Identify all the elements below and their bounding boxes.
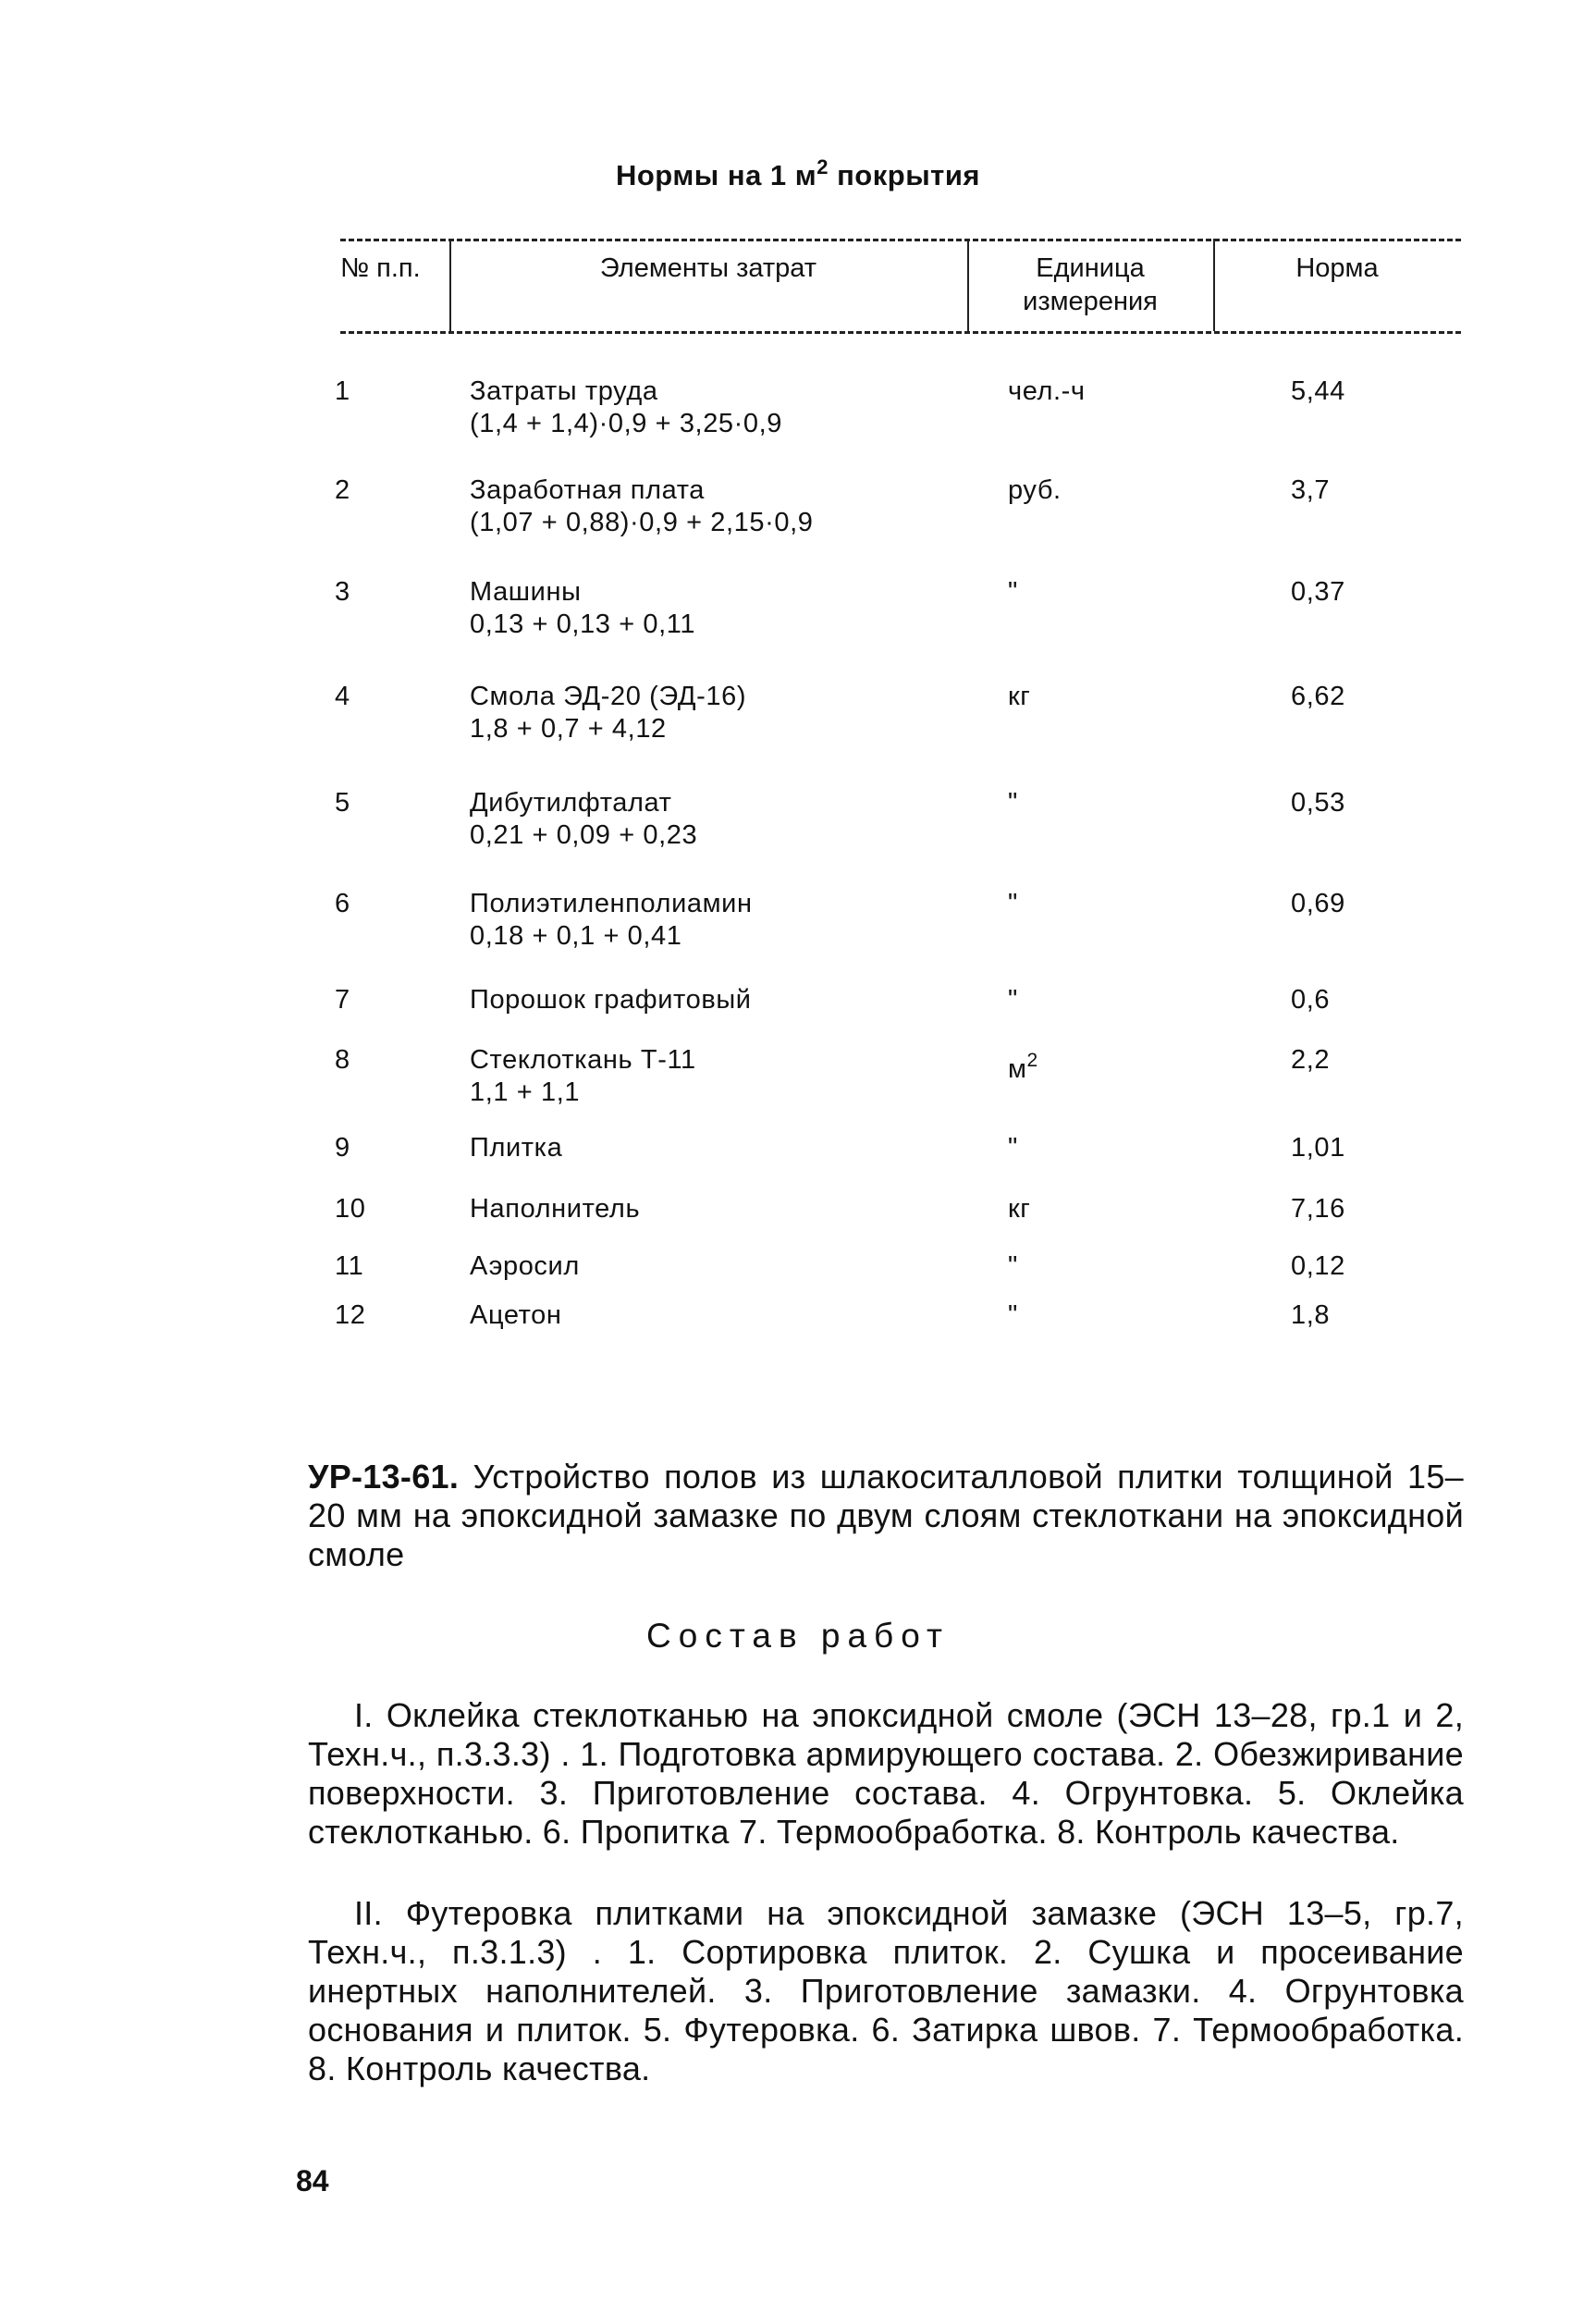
paragraph-1: I. Оклейка стеклотканью на эпоксидной смоле (ЭСН 13–28, гр.1 и 2, Техн.ч., п.3.3.3) . 1. Подготовка армирующего состава. 2. Обезжиривание поверхности. 3. Приготовление состава. 4. Огрунтовка. 5. Оклейка стеклотканью. 6. Пропитка 7. Термообработка. 8. Контроль качества. [308,1696,1464,1851]
header-unit [969,252,1211,318]
row-element [470,474,813,539]
table-title [0,155,1596,192]
row-number: 3 [335,577,350,607]
row-unit: " [1008,577,1018,607]
row-norm: 0,12 [1291,1251,1345,1281]
row-element [470,1193,640,1225]
work-code: УР-13-61. [308,1458,460,1496]
row-element [470,375,782,440]
row-unit: " [1008,889,1018,918]
row-element-name: Наполнитель [470,1194,641,1224]
row-unit: " [1008,1300,1018,1330]
row-element [470,984,752,1016]
row-norm: 7,16 [1291,1194,1345,1224]
row-number: 9 [335,1133,350,1163]
paragraph-2: II. Футеровка плитками на эпоксидной замазке (ЭСН 13–5, гр.7, Техн.ч., п.3.1.3) . 1. Сортировка плиток. 2. Сушка и просеивание инертных наполнителей. 3. Приготовление замазки. 4. Огрунтовка основания и плиток. 5. Футеровка. 6. Затирка швов. 7. Термообработка. 8. Контроль качества. [308,1894,1464,2087]
row-norm: 6,62 [1291,682,1345,711]
row-element-name: Затраты труда [470,376,658,406]
row-element-name: Полиэтиленполиамин [470,889,753,918]
row-norm: 0,69 [1291,889,1345,918]
row-element-formula: 1,1 + 1,1 [470,1077,581,1107]
row-element-name: Порошок графитовый [470,985,752,1015]
row-element-name: Ацетон [470,1300,562,1330]
row-element-name: Машины [470,577,582,607]
header-unit-line2: измерения [1023,287,1158,316]
row-element [470,681,746,745]
row-number: 1 [335,376,350,406]
row-norm: 0,53 [1291,788,1345,818]
row-element [470,787,697,852]
row-unit-superscript: 2 [1026,1050,1038,1071]
work-heading-text: Устройство полов из шлакоситалловой плитки толщиной 15–20 мм на эпоксидной замазке по двум слоям стеклоткани на эпоксидной смоле [308,1458,1464,1573]
row-element [470,888,753,953]
row-norm: 2,2 [1291,1045,1331,1075]
row-element-formula: (1,07 + 0,88)·0,9 + 2,15·0,9 [470,508,814,537]
row-element [470,1250,580,1283]
row-element [470,1132,562,1164]
row-norm: 0,37 [1291,577,1345,607]
header-elements: Элементы затрат [599,253,817,283]
row-element [470,1044,696,1109]
row-number: 12 [335,1300,366,1330]
header-unit-line1: Единица [1036,253,1145,283]
row-unit: " [1008,1251,1018,1281]
row-element [470,1299,562,1332]
table-header-bottom-rule [340,331,1461,334]
row-element-name: Заработная плата [470,475,705,505]
row-number: 11 [335,1251,364,1281]
row-norm: 5,44 [1291,376,1345,406]
row-number: 10 [335,1194,366,1224]
row-unit: руб. [1008,475,1062,505]
row-norm: 1,8 [1291,1300,1331,1330]
row-element-formula: 0,13 + 0,13 + 0,11 [470,609,696,639]
row-element-name: Смола ЭД-20 (ЭД-16) [470,682,747,711]
row-number: 2 [335,475,350,505]
row-element-formula: (1,4 + 1,4)·0,9 + 3,25·0,9 [470,409,783,438]
title-prefix: Нормы на 1 м [615,159,817,191]
row-unit: кг [1008,682,1031,711]
page-number: 84 [296,2164,329,2197]
header-number: № п.п. [340,253,421,283]
row-unit: " [1008,788,1018,818]
row-element-formula: 0,18 + 0,1 + 0,41 [470,921,682,951]
row-number: 6 [335,889,350,918]
row-norm: 3,7 [1291,475,1331,505]
row-number: 4 [335,682,350,711]
row-number: 5 [335,788,350,818]
work-heading [308,1458,1464,1574]
title-suffix: покрытия [828,159,980,191]
row-number: 8 [335,1045,350,1075]
title-superscript: 2 [816,155,829,178]
row-number: 7 [335,985,350,1015]
row-unit [1008,1044,1038,1086]
row-unit: " [1008,985,1018,1015]
row-element-formula: 0,21 + 0,09 + 0,23 [470,820,698,850]
row-element-name: Стеклоткань Т-11 [470,1045,696,1075]
row-unit: чел.-ч [1008,376,1086,406]
row-element-name: Плитка [470,1133,563,1163]
row-unit: кг [1008,1194,1031,1224]
row-element-name: Дибутилфталат [470,788,672,818]
row-unit-base: м [1008,1054,1027,1084]
row-element [470,576,695,641]
row-norm: 1,01 [1291,1133,1345,1163]
header-norm: Норма [1295,253,1379,283]
row-element-name: Аэросил [470,1251,580,1281]
section-title: Состав работ [646,1617,950,1655]
row-element-formula: 1,8 + 0,7 + 4,12 [470,714,667,744]
table-top-rule [340,239,1461,241]
row-unit: " [1008,1133,1018,1163]
row-norm: 0,6 [1291,985,1331,1015]
